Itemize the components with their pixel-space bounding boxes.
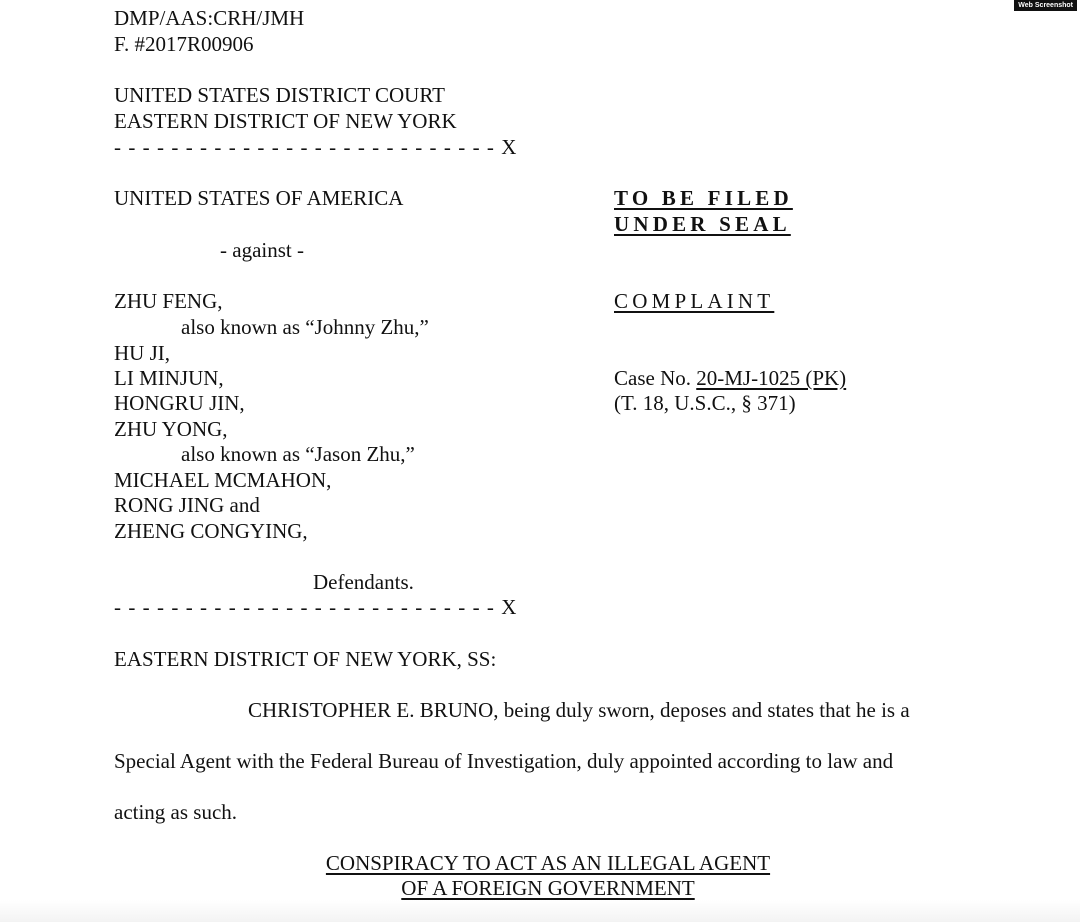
against-label: - against -: [220, 238, 304, 262]
statute-citation: (T. 18, U.S.C., § 371): [614, 391, 796, 415]
case-prefix: Case No.: [614, 366, 697, 390]
defendant-name: HONGRU JIN,: [114, 391, 245, 415]
complaint-title: COMPLAINT: [614, 289, 775, 313]
web-screenshot-badge: Web Screenshot: [1014, 0, 1077, 11]
defendant-alias: also known as “Johnny Zhu,”: [181, 315, 429, 339]
court-name: UNITED STATES DISTRICT COURT: [114, 83, 445, 107]
defendant-name: MICHAEL MCMAHON,: [114, 468, 332, 492]
caption-separator-bottom: - - - - - - - - - - - - - - - - - - - - - - - - - - - X: [114, 595, 518, 619]
defendant-name: HU JI,: [114, 341, 170, 365]
affidavit-line: Special Agent with the Federal Bureau of Investigation, duly appointed according to law and: [114, 749, 894, 773]
defendant-alias: also known as “Jason Zhu,”: [181, 442, 415, 466]
caption-separator-top: - - - - - - - - - - - - - - - - - - - - - - - - - - - X: [114, 135, 518, 159]
bottom-shadow: [0, 900, 1080, 922]
section-heading-line2: OF A FOREIGN GOVERNMENT: [401, 876, 695, 900]
defendant-name: ZHENG CONGYING,: [114, 519, 308, 543]
defendant-name: ZHU YONG,: [114, 417, 228, 441]
defendant-name: ZHU FENG,: [114, 289, 223, 313]
court-district: EASTERN DISTRICT OF NEW YORK: [114, 109, 457, 133]
venue-line: EASTERN DISTRICT OF NEW YORK, SS:: [114, 647, 497, 671]
file-number: F. #2017R00906: [114, 32, 254, 56]
seal-notice-line2: UNDER SEAL: [614, 212, 791, 236]
file-code: DMP/AAS:CRH/JMH: [114, 6, 305, 30]
seal-notice-line1: TO BE FILED: [614, 186, 793, 210]
affidavit-line: CHRISTOPHER E. BRUNO, being duly sworn, deposes and states that he is a: [248, 698, 910, 722]
plaintiff: UNITED STATES OF AMERICA: [114, 186, 404, 210]
section-heading-line1: CONSPIRACY TO ACT AS AN ILLEGAL AGENT: [325, 851, 771, 875]
defendants-label: Defendants.: [313, 570, 414, 594]
defendant-name: LI MINJUN,: [114, 366, 224, 390]
defendant-name: RONG JING and: [114, 493, 260, 517]
case-number-line: [614, 365, 846, 391]
affidavit-line: acting as such.: [114, 800, 238, 824]
case-number: 20-MJ-1025 (PK): [696, 366, 847, 390]
